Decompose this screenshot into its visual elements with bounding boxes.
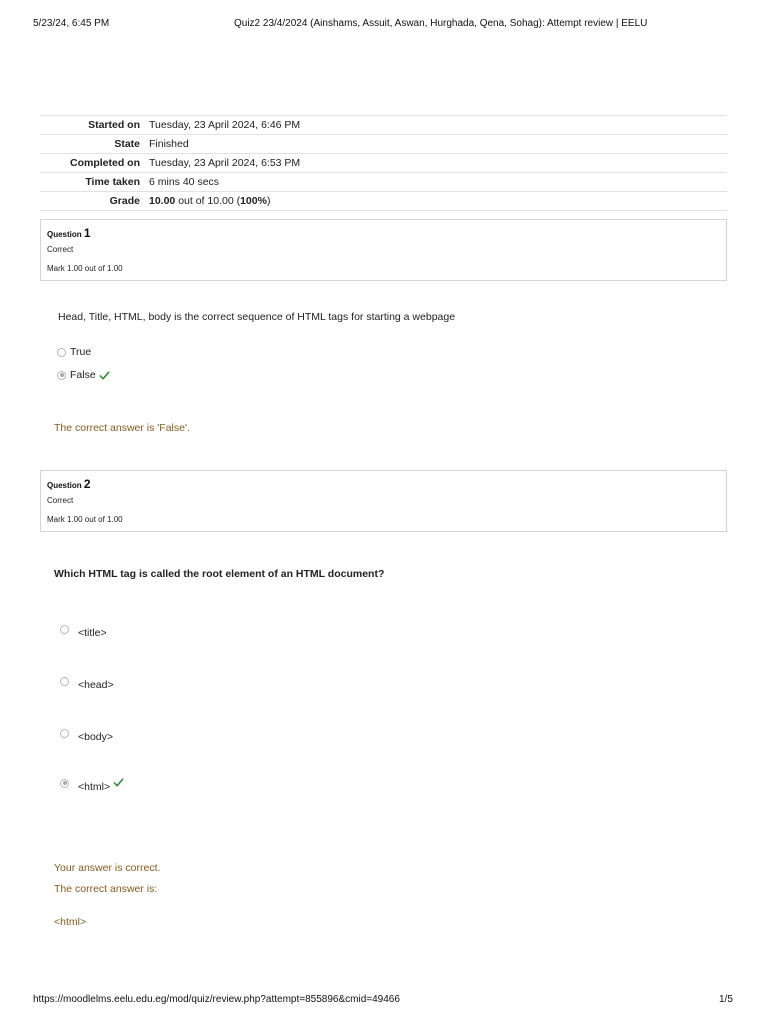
question-2-feedback-answer: <html>: [54, 916, 87, 928]
print-page-number: 1/5: [719, 994, 733, 1005]
option-label: True: [70, 346, 92, 358]
question-state: Correct: [47, 496, 74, 505]
radio-button-selected[interactable]: [60, 779, 69, 788]
question-number: 1: [83, 226, 91, 240]
radio-button[interactable]: [60, 625, 69, 634]
question-prefix: Question: [47, 230, 84, 239]
answer-option-true[interactable]: [57, 346, 91, 358]
answer-option-body[interactable]: [60, 731, 113, 743]
answer-option-false[interactable]: [57, 369, 110, 381]
correct-check-icon: [113, 777, 124, 788]
summary-label: Grade: [109, 195, 140, 207]
answer-option-title[interactable]: [60, 627, 107, 639]
question-title: [47, 477, 91, 491]
option-label: False: [70, 369, 96, 381]
summary-label: State: [114, 138, 140, 150]
print-datetime: 5/23/24, 6:45 PM: [33, 18, 110, 29]
question-1-text: Head, Title, HTML, body is the correct sequence of HTML tags for starting a webpage: [58, 311, 456, 323]
question-2-feedback-correct: Your answer is correct.: [54, 862, 161, 874]
summary-row-grade: [40, 192, 727, 211]
question-2-feedback-label: The correct answer is:: [54, 883, 158, 895]
radio-button[interactable]: [60, 677, 69, 686]
question-number: 2: [83, 477, 91, 491]
radio-button[interactable]: [57, 348, 66, 357]
option-label: <title>: [78, 627, 107, 639]
option-label: <head>: [78, 679, 114, 691]
summary-label: Time taken: [85, 176, 140, 188]
attempt-summary-table: [40, 115, 727, 211]
grade-out-of: out of 10.00 (: [175, 195, 241, 207]
grade-score: 10.00: [149, 195, 176, 207]
question-state: Correct: [47, 245, 74, 254]
question-prefix: Question: [47, 481, 84, 490]
question-title: [47, 226, 91, 240]
print-url: https://moodlelms.eelu.edu.eg/mod/quiz/review.php?attempt=855896&cmid=49466: [33, 994, 400, 1005]
grade-value: [149, 195, 270, 207]
radio-button[interactable]: [60, 729, 69, 738]
question-mark: Mark 1.00 out of 1.00: [47, 264, 123, 273]
print-page-title: Quiz2 23/4/2024 (Ainshams, Assuit, Aswan, Hurghada, Qena, Sohag): Attempt review | EELU: [234, 18, 648, 29]
answer-option-head[interactable]: [60, 679, 114, 691]
radio-button-selected[interactable]: [57, 371, 66, 380]
summary-value: Tuesday, 23 April 2024, 6:53 PM: [149, 157, 301, 169]
option-label: <body>: [78, 731, 114, 743]
summary-value: 6 mins 40 secs: [149, 176, 220, 188]
summary-row-state: [40, 135, 727, 154]
question-1-info: [40, 219, 727, 281]
summary-label: Started on: [88, 119, 140, 131]
question-1-feedback: The correct answer is 'False'.: [54, 422, 190, 434]
summary-row-completed: [40, 154, 727, 173]
option-label: <html>: [78, 781, 111, 793]
question-2-text: Which HTML tag is called the root element of an HTML document?: [54, 568, 385, 580]
correct-check-icon: [99, 370, 110, 381]
answer-option-html[interactable]: [60, 781, 124, 793]
summary-label: Completed on: [70, 157, 140, 169]
summary-row-time-taken: [40, 173, 727, 192]
grade-close: ): [266, 195, 271, 207]
question-2-info: [40, 470, 727, 532]
grade-percent: 100%: [240, 195, 267, 207]
summary-value: Finished: [149, 138, 189, 150]
summary-value: Tuesday, 23 April 2024, 6:46 PM: [149, 119, 301, 131]
summary-row-started: [40, 116, 727, 135]
question-mark: Mark 1.00 out of 1.00: [47, 515, 123, 524]
